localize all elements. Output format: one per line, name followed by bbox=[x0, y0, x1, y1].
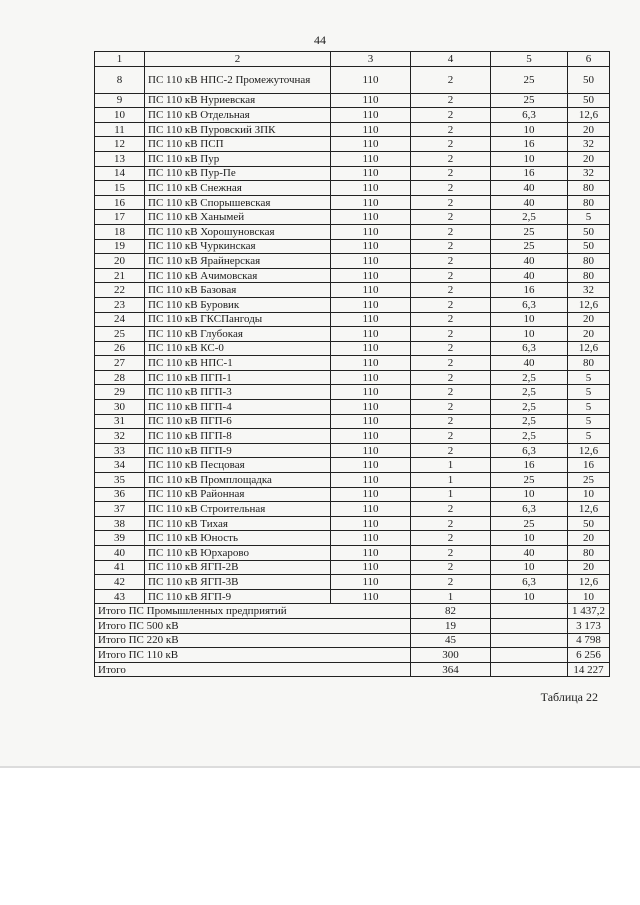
table-row bbox=[95, 122, 610, 137]
table-cell: 6,3 bbox=[491, 575, 568, 590]
table-cell: 1 bbox=[411, 458, 491, 473]
table-cell: 5 bbox=[568, 400, 610, 415]
table-cell: 1 bbox=[411, 473, 491, 488]
table-cell: 9 bbox=[95, 93, 145, 108]
header-cell: 3 bbox=[331, 52, 411, 67]
table-cell: ПС 110 кВ НПС-1 bbox=[145, 356, 331, 371]
header-cell: 5 bbox=[491, 52, 568, 67]
table-cell: 32 bbox=[568, 283, 610, 298]
table-cell: 10 bbox=[568, 589, 610, 604]
table-cell: 10 bbox=[491, 560, 568, 575]
header-cell: 6 bbox=[568, 52, 610, 67]
total-cell: Итого ПС 500 кВ bbox=[95, 618, 411, 633]
table-cell: ПС 110 кВ Базовая bbox=[145, 283, 331, 298]
table-row bbox=[95, 487, 610, 502]
table-cell: 30 bbox=[95, 400, 145, 415]
table-cell: 110 bbox=[331, 458, 411, 473]
table-cell: 110 bbox=[331, 414, 411, 429]
table-cell: 110 bbox=[331, 195, 411, 210]
table-cell: 2,5 bbox=[491, 385, 568, 400]
table-cell: 110 bbox=[331, 546, 411, 561]
table-body bbox=[95, 52, 610, 677]
table-cell: 24 bbox=[95, 312, 145, 327]
table-cell: ПС 110 кВ Районная bbox=[145, 487, 331, 502]
table-cell: 50 bbox=[568, 93, 610, 108]
table-cell: 110 bbox=[331, 312, 411, 327]
table-cell: 26 bbox=[95, 341, 145, 356]
total-cell bbox=[491, 662, 568, 677]
table-cell: 25 bbox=[491, 224, 568, 239]
table-cell: 2 bbox=[411, 66, 491, 93]
table-cell: 110 bbox=[331, 224, 411, 239]
table-cell: 43 bbox=[95, 589, 145, 604]
table-cell: 110 bbox=[331, 137, 411, 152]
table-cell: 34 bbox=[95, 458, 145, 473]
total-row bbox=[95, 662, 610, 677]
table-cell: ПС 110 кВ Песцовая bbox=[145, 458, 331, 473]
table-row bbox=[95, 195, 610, 210]
table-cell: ПС 110 кВ ЯГП-9 bbox=[145, 589, 331, 604]
table-cell: 14 bbox=[95, 166, 145, 181]
table-cell: ПС 110 кВ ПГП-6 bbox=[145, 414, 331, 429]
table-cell: 2 bbox=[411, 429, 491, 444]
table-cell: 110 bbox=[331, 239, 411, 254]
table-cell: 16 bbox=[491, 458, 568, 473]
table-cell: 2 bbox=[411, 327, 491, 342]
table-row bbox=[95, 312, 610, 327]
table-cell: 2 bbox=[411, 370, 491, 385]
table-cell: 32 bbox=[568, 137, 610, 152]
table-cell: 1 bbox=[411, 487, 491, 502]
table-cell: 110 bbox=[331, 341, 411, 356]
table-cell: 110 bbox=[331, 589, 411, 604]
table-cell: 110 bbox=[331, 181, 411, 196]
table-cell: 80 bbox=[568, 195, 610, 210]
total-cell: 6 256 bbox=[568, 648, 610, 663]
table-row bbox=[95, 473, 610, 488]
table-cell: 25 bbox=[491, 66, 568, 93]
table-cell: 25 bbox=[491, 516, 568, 531]
table-cell: 2 bbox=[411, 516, 491, 531]
table-row bbox=[95, 239, 610, 254]
total-cell: Итого ПС 110 кВ bbox=[95, 648, 411, 663]
table-cell: 5 bbox=[568, 414, 610, 429]
table-cell: 25 bbox=[491, 239, 568, 254]
total-cell: Итого ПС Промышленных предприятий bbox=[95, 604, 411, 619]
table-cell: 80 bbox=[568, 356, 610, 371]
table-cell: 6,3 bbox=[491, 297, 568, 312]
table-cell: 50 bbox=[568, 516, 610, 531]
table-cell: ПС 110 кВ КС-0 bbox=[145, 341, 331, 356]
table-cell: 110 bbox=[331, 516, 411, 531]
total-cell: 19 bbox=[411, 618, 491, 633]
table-cell: 39 bbox=[95, 531, 145, 546]
table-cell: 41 bbox=[95, 560, 145, 575]
table-cell: ПС 110 кВ Чуркинская bbox=[145, 239, 331, 254]
table-cell: 20 bbox=[568, 122, 610, 137]
table-cell: 2,5 bbox=[491, 210, 568, 225]
table-row bbox=[95, 370, 610, 385]
table-cell: 2 bbox=[411, 210, 491, 225]
table-cell: ПС 110 кВ Глубокая bbox=[145, 327, 331, 342]
total-cell: Итого ПС 220 кВ bbox=[95, 633, 411, 648]
total-row bbox=[95, 604, 610, 619]
table-row bbox=[95, 385, 610, 400]
table-cell: 16 bbox=[491, 166, 568, 181]
table-row bbox=[95, 181, 610, 196]
table-cell: 21 bbox=[95, 268, 145, 283]
page-edge bbox=[0, 766, 640, 768]
table-cell: 16 bbox=[568, 458, 610, 473]
table-cell: 40 bbox=[491, 268, 568, 283]
table-cell: 38 bbox=[95, 516, 145, 531]
table-cell: 10 bbox=[491, 312, 568, 327]
table-cell: 35 bbox=[95, 473, 145, 488]
table-cell: ПС 110 кВ Юность bbox=[145, 531, 331, 546]
table-cell: 20 bbox=[568, 327, 610, 342]
table-cell: 80 bbox=[568, 268, 610, 283]
table-row bbox=[95, 93, 610, 108]
total-cell: 45 bbox=[411, 633, 491, 648]
table-cell: ПС 110 кВ Буровик bbox=[145, 297, 331, 312]
table-cell: 10 bbox=[491, 327, 568, 342]
table-row bbox=[95, 400, 610, 415]
table-cell: 110 bbox=[331, 122, 411, 137]
table-cell: 42 bbox=[95, 575, 145, 590]
table-cell: 110 bbox=[331, 502, 411, 517]
table-cell: 31 bbox=[95, 414, 145, 429]
table-cell: 2 bbox=[411, 195, 491, 210]
table-cell: ПС 110 кВ Отдельная bbox=[145, 108, 331, 123]
table-cell: 19 bbox=[95, 239, 145, 254]
table-cell: ПС 110 кВ Ханымей bbox=[145, 210, 331, 225]
table-row bbox=[95, 429, 610, 444]
table-cell: 10 bbox=[491, 122, 568, 137]
total-row bbox=[95, 618, 610, 633]
table-cell: 23 bbox=[95, 297, 145, 312]
total-cell: 364 bbox=[411, 662, 491, 677]
total-cell: 300 bbox=[411, 648, 491, 663]
table-cell: 2,5 bbox=[491, 370, 568, 385]
total-cell: 14 227 bbox=[568, 662, 610, 677]
total-cell: 1 437,2 bbox=[568, 604, 610, 619]
table-cell: ПС 110 кВ ЯГП-2В bbox=[145, 560, 331, 575]
table-row bbox=[95, 560, 610, 575]
table-cell: 15 bbox=[95, 181, 145, 196]
table-cell: 40 bbox=[491, 195, 568, 210]
table-cell: 2 bbox=[411, 151, 491, 166]
table-cell: ПС 110 кВ ПГП-1 bbox=[145, 370, 331, 385]
table-row bbox=[95, 166, 610, 181]
table-cell: 110 bbox=[331, 356, 411, 371]
table-cell: 2,5 bbox=[491, 414, 568, 429]
table-cell: 6,3 bbox=[491, 108, 568, 123]
table-cell: 6,3 bbox=[491, 341, 568, 356]
table-cell: 12,6 bbox=[568, 502, 610, 517]
table-cell: 2 bbox=[411, 239, 491, 254]
table-row bbox=[95, 531, 610, 546]
table-cell: 110 bbox=[331, 283, 411, 298]
table-cell: 80 bbox=[568, 546, 610, 561]
table-cell: ПС 110 кВ ЯГП-3В bbox=[145, 575, 331, 590]
table-row bbox=[95, 356, 610, 371]
table-cell: 2 bbox=[411, 297, 491, 312]
table-row bbox=[95, 210, 610, 225]
table-cell: 37 bbox=[95, 502, 145, 517]
table-row bbox=[95, 516, 610, 531]
table-cell: 110 bbox=[331, 473, 411, 488]
total-cell: 82 bbox=[411, 604, 491, 619]
table-cell: 12,6 bbox=[568, 341, 610, 356]
total-cell bbox=[491, 604, 568, 619]
table-row bbox=[95, 502, 610, 517]
table-cell: 110 bbox=[331, 575, 411, 590]
table-cell: 20 bbox=[568, 151, 610, 166]
table-cell: 12,6 bbox=[568, 297, 610, 312]
table-cell: 20 bbox=[568, 531, 610, 546]
table-row bbox=[95, 268, 610, 283]
table-cell: 28 bbox=[95, 370, 145, 385]
header-cell: 2 bbox=[145, 52, 331, 67]
table-row bbox=[95, 137, 610, 152]
table-cell: 25 bbox=[491, 93, 568, 108]
table-cell: 2 bbox=[411, 575, 491, 590]
table-row bbox=[95, 66, 610, 93]
table-cell: 2 bbox=[411, 414, 491, 429]
table-cell: ПС 110 кВ Тихая bbox=[145, 516, 331, 531]
table-cell: 17 bbox=[95, 210, 145, 225]
table-row bbox=[95, 151, 610, 166]
table-cell: 40 bbox=[491, 254, 568, 269]
table-cell: 25 bbox=[491, 473, 568, 488]
table-cell: ПС 110 кВ Хорошуновская bbox=[145, 224, 331, 239]
table-cell: 10 bbox=[491, 151, 568, 166]
table-cell: 110 bbox=[331, 210, 411, 225]
table-cell: ПС 110 кВ ПГП-3 bbox=[145, 385, 331, 400]
table-cell: 16 bbox=[491, 137, 568, 152]
table-cell: 2 bbox=[411, 93, 491, 108]
table-row bbox=[95, 254, 610, 269]
table-cell: 110 bbox=[331, 297, 411, 312]
table-cell: ПС 110 кВ Ачимовская bbox=[145, 268, 331, 283]
table-cell: 110 bbox=[331, 429, 411, 444]
total-row bbox=[95, 648, 610, 663]
table-cell: 2 bbox=[411, 531, 491, 546]
table-row bbox=[95, 283, 610, 298]
table-cell: ПС 110 кВ Пуровский ЗПК bbox=[145, 122, 331, 137]
table-cell: 12,6 bbox=[568, 443, 610, 458]
table-cell: ПС 110 кВ ПСП bbox=[145, 137, 331, 152]
table-cell: 18 bbox=[95, 224, 145, 239]
table-cell: 5 bbox=[568, 210, 610, 225]
table-cell: 5 bbox=[568, 385, 610, 400]
table-cell: 110 bbox=[331, 327, 411, 342]
table-cell: 8 bbox=[95, 66, 145, 93]
table-cell: 2 bbox=[411, 560, 491, 575]
table-cell: 2 bbox=[411, 108, 491, 123]
table-cell: 33 bbox=[95, 443, 145, 458]
table-cell: ПС 110 кВ Пур bbox=[145, 151, 331, 166]
table-cell: 110 bbox=[331, 66, 411, 93]
table-cell: 110 bbox=[331, 385, 411, 400]
table-cell: ПС 110 кВ ПГП-4 bbox=[145, 400, 331, 415]
page-number: 44 bbox=[314, 33, 326, 47]
table-cell: 6,3 bbox=[491, 502, 568, 517]
table-cell: ПС 110 кВ Нуриевская bbox=[145, 93, 331, 108]
table-cell: 12,6 bbox=[568, 108, 610, 123]
table-cell: 2 bbox=[411, 385, 491, 400]
table-row bbox=[95, 458, 610, 473]
table-cell: ПС 110 кВ ПГП-9 bbox=[145, 443, 331, 458]
table-cell: 50 bbox=[568, 66, 610, 93]
table-cell: 80 bbox=[568, 254, 610, 269]
table-cell: 10 bbox=[568, 487, 610, 502]
table-cell: 2 bbox=[411, 268, 491, 283]
table-cell: 20 bbox=[568, 560, 610, 575]
table-cell: 16 bbox=[491, 283, 568, 298]
table-cell: 110 bbox=[331, 370, 411, 385]
table-cell: 32 bbox=[95, 429, 145, 444]
total-row bbox=[95, 633, 610, 648]
total-cell bbox=[491, 648, 568, 663]
table-cell: 40 bbox=[95, 546, 145, 561]
header-row bbox=[95, 52, 610, 67]
header-cell: 1 bbox=[95, 52, 145, 67]
table-cell: 2 bbox=[411, 546, 491, 561]
table-cell: 12 bbox=[95, 137, 145, 152]
table-cell: ПС 110 кВ Строительная bbox=[145, 502, 331, 517]
table-caption: Таблица 22 bbox=[540, 690, 598, 704]
table-cell: ПС 110 кВ Спорышевская bbox=[145, 195, 331, 210]
table-cell: 110 bbox=[331, 93, 411, 108]
table-cell: 12,6 bbox=[568, 575, 610, 590]
table-cell: 2 bbox=[411, 283, 491, 298]
table-cell: ПС 110 кВ Пур-Пе bbox=[145, 166, 331, 181]
table-cell: 2 bbox=[411, 137, 491, 152]
table-cell: 25 bbox=[95, 327, 145, 342]
table-cell: 2 bbox=[411, 224, 491, 239]
table-cell: 2,5 bbox=[491, 429, 568, 444]
header-cell: 4 bbox=[411, 52, 491, 67]
table-cell: 2 bbox=[411, 400, 491, 415]
table-row bbox=[95, 575, 610, 590]
table-cell: 2 bbox=[411, 356, 491, 371]
table-cell: ПС 110 кВ Снежная bbox=[145, 181, 331, 196]
table-row bbox=[95, 224, 610, 239]
table-cell: 36 bbox=[95, 487, 145, 502]
table-cell: 25 bbox=[568, 473, 610, 488]
table-row bbox=[95, 414, 610, 429]
table-row bbox=[95, 327, 610, 342]
table-cell: ПС 110 кВ Юрхарово bbox=[145, 546, 331, 561]
total-cell: Итого bbox=[95, 662, 411, 677]
table-cell: 16 bbox=[95, 195, 145, 210]
table-cell: 10 bbox=[491, 487, 568, 502]
table-cell: 50 bbox=[568, 239, 610, 254]
table-cell: 11 bbox=[95, 122, 145, 137]
table-cell: 110 bbox=[331, 487, 411, 502]
table-cell: 10 bbox=[491, 531, 568, 546]
table-cell: 2 bbox=[411, 312, 491, 327]
table-cell: 20 bbox=[568, 312, 610, 327]
table-row bbox=[95, 341, 610, 356]
table-cell: 20 bbox=[95, 254, 145, 269]
table-cell: 2 bbox=[411, 166, 491, 181]
table-cell: 40 bbox=[491, 181, 568, 196]
table-cell: 5 bbox=[568, 429, 610, 444]
table-cell: 40 bbox=[491, 356, 568, 371]
table-cell: 2 bbox=[411, 254, 491, 269]
table-cell: 110 bbox=[331, 443, 411, 458]
table-cell: 29 bbox=[95, 385, 145, 400]
table-cell: 10 bbox=[95, 108, 145, 123]
table-cell: 110 bbox=[331, 400, 411, 415]
table-cell: 2 bbox=[411, 502, 491, 517]
total-cell bbox=[491, 633, 568, 648]
total-cell: 3 173 bbox=[568, 618, 610, 633]
table-cell: 110 bbox=[331, 560, 411, 575]
table-cell: 2 bbox=[411, 122, 491, 137]
table-cell: 27 bbox=[95, 356, 145, 371]
table-cell: 110 bbox=[331, 166, 411, 181]
table-row bbox=[95, 443, 610, 458]
table-cell: 2 bbox=[411, 341, 491, 356]
table-cell: ПС 110 кВ Промплощадка bbox=[145, 473, 331, 488]
substations-table bbox=[94, 51, 610, 677]
table-cell: 2 bbox=[411, 443, 491, 458]
table-cell: ПС 110 кВ НПС-2 Промежуточная bbox=[145, 66, 331, 93]
total-cell bbox=[491, 618, 568, 633]
table-cell: 1 bbox=[411, 589, 491, 604]
table-cell: 5 bbox=[568, 370, 610, 385]
table-cell: 6,3 bbox=[491, 443, 568, 458]
table-cell: 13 bbox=[95, 151, 145, 166]
table-cell: 2,5 bbox=[491, 400, 568, 415]
table-cell: 10 bbox=[491, 589, 568, 604]
table-cell: 2 bbox=[411, 181, 491, 196]
table-cell: ПС 110 кВ ПГП-8 bbox=[145, 429, 331, 444]
table-cell: 40 bbox=[491, 546, 568, 561]
table-row bbox=[95, 108, 610, 123]
table-row bbox=[95, 297, 610, 312]
table-cell: 110 bbox=[331, 151, 411, 166]
total-cell: 4 798 bbox=[568, 633, 610, 648]
table-row bbox=[95, 546, 610, 561]
table-cell: 32 bbox=[568, 166, 610, 181]
table-cell: 110 bbox=[331, 531, 411, 546]
table-cell: ПС 110 кВ ГКСПангоды bbox=[145, 312, 331, 327]
table-cell: ПС 110 кВ Ярайнерская bbox=[145, 254, 331, 269]
table-row bbox=[95, 589, 610, 604]
table-cell: 50 bbox=[568, 224, 610, 239]
table-cell: 110 bbox=[331, 268, 411, 283]
table-cell: 22 bbox=[95, 283, 145, 298]
table-cell: 80 bbox=[568, 181, 610, 196]
table-cell: 110 bbox=[331, 108, 411, 123]
table-cell: 110 bbox=[331, 254, 411, 269]
